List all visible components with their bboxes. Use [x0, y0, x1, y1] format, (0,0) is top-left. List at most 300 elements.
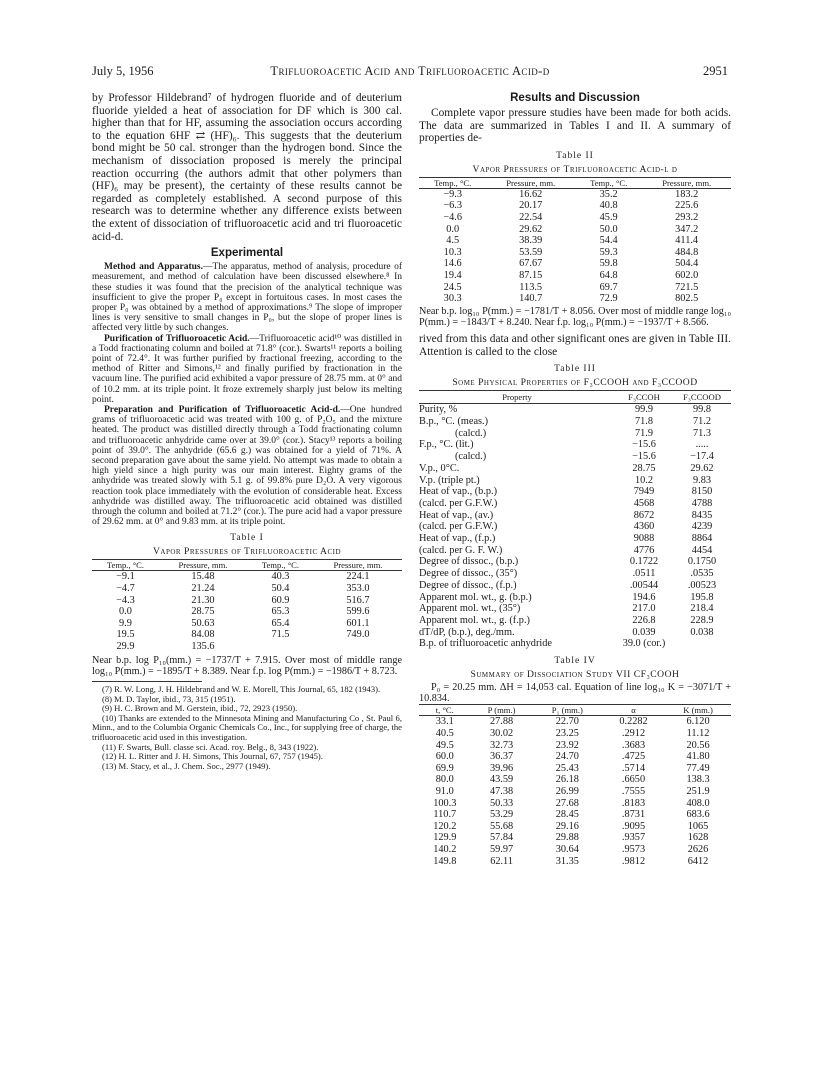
property-value: −15.6 — [632, 451, 656, 463]
table4-row-cell: 39.96 — [490, 762, 514, 774]
table2-row-cell: 347.2 — [675, 223, 699, 235]
table3-row — [419, 638, 731, 650]
table2-row-cell: 484.8 — [675, 246, 699, 258]
table1-row-cell: 60.9 — [271, 594, 290, 606]
table1-header-row — [92, 560, 402, 571]
table4-row-cell: 62.11 — [490, 855, 513, 867]
table2-row-cell: −6.3 — [443, 200, 463, 212]
table4-parameters: P₀ = 20.25 mm. ΔH = 14,053 cal. Equation of line log₁₀ K = −3071/T + 10.834. — [419, 682, 731, 705]
table4-label: Table IV — [554, 656, 596, 667]
property-value: 8864 — [691, 533, 713, 545]
table1-row-cell: 50.4 — [271, 583, 290, 594]
table4-row-cell: 22.70 — [555, 716, 579, 728]
table3-row — [419, 463, 731, 475]
table1-row-cell: 65.4 — [271, 617, 290, 629]
right-column — [419, 92, 731, 867]
table4-row — [419, 751, 731, 763]
table2-row — [419, 258, 731, 270]
table1-row-cell — [314, 641, 402, 653]
property-value: 71.3 — [692, 427, 712, 439]
property-value: 217.0 — [632, 603, 656, 615]
table2-col-header: Temp., °C. — [575, 177, 642, 188]
table3-row — [419, 404, 731, 416]
table2-row-cell: 721.5 — [675, 281, 699, 293]
footnote-rule — [92, 681, 202, 682]
table2-row-cell: 140.7 — [519, 293, 543, 305]
property-value: 99.9 — [634, 404, 654, 416]
table1-label: Table I — [230, 533, 264, 544]
table4-row-cell: 0.2282 — [619, 716, 648, 728]
table3-row — [419, 533, 731, 545]
property-value: 71.2 — [692, 416, 712, 428]
table4-row-cell: 149.8 — [433, 855, 457, 867]
table4-row-cell: 77.49 — [686, 762, 710, 774]
table4-row — [419, 728, 731, 740]
table4-row — [419, 740, 731, 752]
table1-row-cell: −9.1 — [116, 571, 135, 583]
table2-row-cell: 59.8 — [599, 258, 618, 270]
property-name: V.p., 0°C. — [419, 462, 460, 474]
table4-row-cell: 60.0 — [435, 751, 454, 763]
property-name: Degree of dissoc., (35°) — [419, 568, 518, 580]
table4-row-cell: 23.25 — [555, 728, 579, 740]
table4-row-cell: 40.5 — [435, 728, 454, 740]
table4-row-cell: 26.18 — [555, 774, 579, 786]
discussion-paragraph: rived from this data and other significant ones are given in Table III. Attention is called to the close — [419, 333, 731, 358]
table2-title: Vapor Pressures of Trifluoroacetic Acid-l d — [472, 163, 678, 175]
property-value: 71.8 — [634, 416, 654, 428]
property-value: 28.75 — [632, 462, 656, 474]
table4-row-cell: 41.80 — [686, 751, 710, 763]
intro-paragraph: by Professor Hildebrand⁷ of hydrogen fluoride and of deuterium fluoride yielded a heat of association for DF which is 300 cal. higher than that for HF, assuming the association occurs according to the equation 6HF ⇄ (HF)₆. This suggests that the deuterium bond might be 50 cal. stronger than the hydrogen bond. Since the mechanism of dissociation proposed is merely the principal reaction occurring (the authors admit that other polymers than (HF)₆ may be present), the certainty of these results cannot be regarded as completely established. A second purpose of this research was to determine whether any difference exists between the extent of dissociation of trifluoroacetic acid and tri fluoroacetic acid-d. — [92, 92, 402, 243]
property-name: (calcd. per G. F. W.) — [419, 544, 503, 556]
preparation-runhead: Preparation and Purification of Trifluoroacetic Acid-d. — [104, 404, 341, 415]
property-value: 0.039 — [632, 626, 656, 638]
table2-row-cell: 113.5 — [519, 281, 543, 293]
header-title: Trifluoroacetic Acid and Trifluoroacetic Acid-d — [270, 64, 550, 78]
property-value — [673, 638, 731, 650]
table1-row-cell: 29.9 — [116, 640, 135, 652]
table3-label: Table III — [554, 364, 596, 375]
table3-row — [419, 568, 731, 580]
table4-row-cell: 138.3 — [686, 774, 710, 786]
table4-row-cell: .8731 — [621, 809, 646, 821]
table3-row — [419, 556, 731, 568]
footnotes — [92, 685, 402, 771]
table2-row-cell: 64.8 — [599, 269, 618, 281]
property-value: .0511 — [632, 568, 656, 580]
table4-row — [419, 763, 731, 775]
property-name: (calcd. per G.F.W.) — [419, 497, 498, 509]
table4-row-cell: 36.37 — [490, 751, 514, 763]
table4-row-cell: 408.0 — [686, 797, 710, 809]
property-value: ..... — [695, 439, 709, 451]
property-name: Heat of vap., (av.) — [419, 509, 494, 521]
property-value: 194.6 — [632, 591, 656, 603]
experimental-heading: Experimental — [210, 247, 284, 260]
property-value: 4239 — [691, 521, 713, 533]
property-value: 0.1722 — [629, 556, 659, 568]
property-name: Degree of dissoc., (b.p.) — [419, 556, 519, 568]
table3-col-header: F₃CCOOD — [673, 391, 731, 404]
table4-row-cell: 55.68 — [490, 820, 514, 832]
table2-row — [419, 200, 731, 212]
property-value: 29.62 — [690, 462, 714, 474]
table1-row — [92, 618, 402, 630]
table3-row — [419, 451, 731, 463]
table2-row-cell: 38.39 — [519, 235, 543, 247]
page-number: 2951 — [703, 64, 728, 78]
table4-row-cell: .9357 — [621, 832, 646, 844]
table2-row-cell: 504.4 — [675, 258, 699, 270]
table1-col-header: Temp., °C. — [92, 560, 159, 571]
preparation-text: —One hundred grams of trifluoroacetic acid was treated with 100 g. of P₂O₅ and the mixture heated. The product was distilled directly through a Todd fractionating column and trifluoroacetic anhydride came over at 39.0° (cor.). Stacy¹³ reports a boiling point of 39.0°. The anhydride (65.6 g.) was obtained for a yield of 71%. A second preparation gave about the same yield. No attempt was made to obtain a high yield since a high purity was our main interest. Eighty grams of the anhydride was treated slowly with 5.1 g. of 99.8% pure D₂O. A very vigorous reaction took place immediately with the evolution of considerable heat. Excess anhydride was distilled away. The trifluoroacetic acid obtained was distilled through the column and boiled at 71.2° (cor.). The pure acid had a vapor pressure of 29.62 mm. at 0° and 9.83 mm. at its triple point. — [92, 404, 402, 528]
property-value: 9088 — [633, 533, 655, 545]
table4-row-cell: 31.35 — [555, 855, 579, 867]
table2-row-cell: 14.6 — [443, 258, 462, 270]
table4-row-cell: 30.02 — [490, 728, 514, 740]
property-name: (calcd.) — [455, 451, 487, 463]
table1-row-cell: 353.0 — [346, 583, 370, 594]
table2-label: Table II — [556, 150, 594, 161]
table1-row-cell — [247, 641, 314, 653]
footnote: (11) F. Swarts, Bull. classe sci. Acad. roy. Belg., 8, 343 (1922). — [102, 741, 319, 752]
table2-row — [419, 235, 731, 247]
table4-row-cell: 683.6 — [686, 809, 710, 821]
table4-row-cell: .9095 — [621, 820, 646, 832]
property-value: 8435 — [691, 509, 713, 521]
table1-row — [92, 595, 402, 607]
table1-row — [92, 583, 402, 595]
property-name: Degree of dissoc., (f.p.) — [419, 579, 517, 591]
table4-row-cell: 24.70 — [555, 751, 579, 763]
results-paragraph: Complete vapor pressure studies have been made for both acids. The data are summarized in Tables I and II. A summary of properties de- — [419, 107, 731, 145]
property-name: (calcd. per G.F.W.) — [419, 521, 498, 533]
table2-row-cell: 183.2 — [675, 188, 699, 200]
table2-col-header: Temp., °C. — [419, 177, 486, 188]
property-value: 4454 — [691, 544, 713, 556]
table1-row-cell: 21.24 — [191, 583, 215, 594]
property-value: 228.9 — [690, 614, 714, 626]
property-value: 0.1750 — [687, 556, 717, 568]
property-name: (calcd.) — [455, 427, 487, 439]
table2-row-cell: 411.4 — [675, 235, 699, 247]
table1 — [92, 559, 402, 652]
table2-header-row — [419, 177, 731, 188]
table4-row-cell: .9573 — [621, 844, 646, 856]
property-name: B.p. of trifluoroacetic anhydride — [419, 638, 552, 650]
table1-row-cell: 21.30 — [191, 594, 215, 606]
table4-row-cell: 50.33 — [490, 797, 514, 809]
table2-row-cell: 69.7 — [599, 281, 618, 293]
table3-row — [419, 475, 731, 487]
table2-row-cell: 72.9 — [599, 293, 618, 305]
table1-row-cell: 601.1 — [346, 617, 370, 629]
table2-row-cell: 602.0 — [675, 269, 699, 281]
footnote: (10) Thanks are extended to the Minnesota Mining and Manufacturing Co , St. Paul 6, Minn., and to the Columbia Organic Chemicals Co., Inc., for supplying free of charge, the trifluoroacetic acid used in this investigation. — [92, 712, 402, 742]
table1-row-cell: 0.0 — [119, 606, 132, 618]
table2-row-cell: 225.6 — [675, 200, 699, 212]
table1-row-cell: 28.75 — [191, 606, 215, 618]
property-name: V.p. (triple pt.) — [419, 474, 480, 486]
table4-row — [419, 844, 731, 856]
table2-equations: Near b.p. log₁₀ P(mm.) = −1781/T + 8.056. Over most of middle range log₁₀ P(mm.) = −1843/T + 8.240. Near f.p. log₁₀ P(mm.) = −1937/T + 8.566. — [419, 305, 731, 328]
table4-col-header: t, °C. — [419, 705, 471, 716]
table4-row-cell: .4725 — [621, 751, 646, 763]
table1-row-cell: 19.5 — [116, 629, 135, 641]
property-value: 4776 — [633, 544, 655, 556]
table3-row — [419, 486, 731, 498]
table3-col-header: F₃CCOH — [615, 391, 673, 404]
table4-row-cell: 53.29 — [490, 809, 514, 821]
table4-row-cell: 91.0 — [435, 786, 454, 798]
property-value: −15.6 — [632, 439, 656, 451]
table2-row-cell: 45.9 — [599, 211, 618, 223]
purification-paragraph — [92, 334, 402, 405]
table4-row-cell: 1628 — [687, 832, 709, 844]
table1-row — [92, 571, 402, 583]
table2-row-cell: 40.8 — [599, 200, 618, 212]
table4-title: Summary of Dissociation Study VII CF₃COOH — [470, 669, 680, 681]
table4-row — [419, 809, 731, 821]
footnote: (12) H. L. Ritter and J. H. Simons, This Journal, 67, 757 (1945). — [102, 751, 323, 762]
table4-row — [419, 821, 731, 833]
table4-row-cell: 29.88 — [555, 832, 579, 844]
table3-row — [419, 428, 731, 440]
table4-row-cell: 57.84 — [490, 832, 514, 844]
table4-row-cell: 33.1 — [435, 716, 454, 728]
table4-row-cell: 27.68 — [555, 797, 579, 809]
table2-row-cell: −9.3 — [443, 188, 463, 200]
table4-row-cell: 251.9 — [686, 786, 710, 798]
footnote: (7) R. W. Long, J. H. Hildebrand and W. E. Morell, This Journal, 65, 182 (1943). — [102, 683, 381, 694]
preparation-paragraph — [92, 405, 402, 527]
table2-row-cell: 19.4 — [443, 269, 462, 281]
running-header — [92, 64, 728, 80]
table2-row-cell: −4.6 — [443, 211, 463, 223]
table3-row — [419, 580, 731, 592]
property-value: 8672 — [633, 509, 655, 521]
table1-row-cell: 224.1 — [346, 571, 370, 583]
property-value: 99.8 — [692, 404, 712, 416]
table2-row — [419, 188, 731, 200]
property-value: −17.4 — [690, 451, 714, 463]
table4-row-cell: 6.120 — [686, 716, 710, 728]
table4-row — [419, 774, 731, 786]
table3-row — [419, 521, 731, 533]
table2-row-cell: 29.62 — [519, 223, 543, 235]
table2-row-cell: 22.54 — [519, 211, 543, 223]
table4-row-cell: 120.2 — [433, 820, 457, 832]
table1-title: Vapor Pressures of Trifluoroacetic Acid — [152, 546, 342, 558]
property-name: Apparent mol. wt., g. (f.p.) — [419, 614, 530, 626]
table4-col-header: K (mm.) — [665, 705, 731, 716]
table4-row-cell: .5714 — [621, 762, 646, 774]
table4-row-cell: 20.56 — [686, 739, 710, 751]
table3-row — [419, 498, 731, 510]
table4-row-cell: 6412 — [687, 855, 709, 867]
table4-row-cell: 25.43 — [555, 762, 579, 774]
table4-row — [419, 786, 731, 798]
table2-row-cell: 54.4 — [599, 235, 618, 247]
property-value: 39.0 (cor.) — [622, 638, 666, 650]
table1-col-header: Pressure, mm. — [314, 560, 402, 571]
table2-row — [419, 270, 731, 282]
table4-row-cell: 30.64 — [555, 844, 579, 856]
table2-row-cell: 802.5 — [675, 293, 699, 305]
table4-row-cell: 2626 — [687, 844, 709, 856]
header-date: July 5, 1956 — [92, 64, 154, 78]
table4-row-cell: 59.97 — [490, 844, 514, 856]
table4 — [419, 704, 731, 867]
table4-row-cell: .9812 — [621, 855, 646, 867]
property-value: 10.2 — [634, 474, 654, 486]
table3-row — [419, 416, 731, 428]
table2-row-cell: 10.3 — [443, 246, 462, 258]
table2-col-header: Pressure, mm. — [486, 177, 575, 188]
table1-row-cell: −4.3 — [116, 594, 135, 606]
table3-row — [419, 510, 731, 522]
property-value: 7949 — [633, 486, 655, 498]
table3-col-header: Property — [419, 391, 615, 404]
table4-row-cell: .3683 — [621, 739, 646, 751]
table1-row-cell: −4.7 — [116, 583, 135, 594]
table4-col-header: P (mm.) — [471, 705, 533, 716]
table2-row-cell: 0.0 — [446, 223, 460, 235]
property-name: Purity, % — [419, 404, 458, 416]
table4-row — [419, 856, 731, 868]
table4-row-cell: .2912 — [621, 728, 646, 740]
table4-row-cell: 32.73 — [490, 739, 514, 751]
table2-row — [419, 282, 731, 294]
table4-row-cell: 80.0 — [435, 774, 454, 786]
table3-row — [419, 615, 731, 627]
table1-row — [92, 606, 402, 618]
property-value: 195.8 — [690, 591, 714, 603]
footnote: (8) M. D. Taylor, ibid., 73, 315 (1951). — [102, 693, 236, 704]
table4-row — [419, 832, 731, 844]
table4-row-cell: .7555 — [621, 786, 646, 798]
table4-row-cell: 29.16 — [555, 820, 579, 832]
table3-row — [419, 592, 731, 604]
property-name: Heat of vap., (f.p.) — [419, 533, 496, 545]
table1-row-cell: 599.6 — [346, 606, 370, 618]
table1-col-header: Temp., °C. — [247, 560, 314, 571]
table1-row-cell: 71.5 — [271, 629, 290, 641]
property-value: 9.83 — [692, 474, 712, 486]
table1-row — [92, 629, 402, 641]
table4-row-cell: 47.38 — [490, 786, 514, 798]
table2-row-cell: 24.5 — [443, 281, 462, 293]
table2-row-cell: 59.3 — [599, 246, 618, 258]
table4-row-cell: 23.92 — [555, 739, 579, 751]
table4-row-cell: 129.9 — [433, 832, 457, 844]
table2-row-cell: 87.15 — [519, 269, 543, 281]
footnote: (13) M. Stacy, et al., J. Chem. Soc., 2977 (1949). — [102, 760, 271, 771]
property-name: Apparent mol. wt., (35°) — [419, 603, 521, 615]
table3-title: Some Physical Properties of F₃CCOOH and F₃CCOOD — [452, 377, 698, 389]
table1-row-cell: 749.0 — [346, 629, 370, 641]
table3-row — [419, 627, 731, 639]
property-name: dT/dP, (b.p.), deg./mm. — [419, 626, 515, 638]
table4-row — [419, 798, 731, 810]
table1-row-cell: 9.9 — [119, 617, 132, 629]
table2-row-cell: 67.67 — [519, 258, 543, 270]
table4-row-cell: .6650 — [621, 774, 646, 786]
table2-row-cell: 293.2 — [675, 211, 699, 223]
property-value: 4788 — [691, 497, 713, 509]
property-value: 4360 — [633, 521, 655, 533]
table3-row — [419, 545, 731, 557]
table1-equations: Near b.p. log P₁₀(mm.) = −1737/T + 7.915. Over most of middle range log₁₀ P(mm.) = −1895/T + 8.389. Near f.p. log P(mm.) = −1986/T + 8.723. — [92, 654, 402, 677]
property-value: 218.4 — [690, 603, 714, 615]
table2-row — [419, 224, 731, 236]
table3-row — [419, 603, 731, 615]
table4-row-cell: 49.5 — [435, 739, 454, 751]
table2-row — [419, 293, 731, 305]
table4-row-cell: 28.45 — [555, 809, 579, 821]
table1-row-cell: 15.48 — [191, 571, 215, 583]
property-value: .0535 — [690, 568, 714, 580]
table1-row-cell: 50.63 — [191, 617, 215, 629]
table1-row — [92, 641, 402, 653]
table1-row-cell: 516.7 — [346, 594, 370, 606]
table4-col-header: P₁ (mm.) — [533, 705, 602, 716]
property-value: 8150 — [691, 486, 713, 498]
method-runhead: Method and Apparatus. — [104, 262, 204, 273]
purification-text: —Trifluoroacetic acid¹⁰ was distilled in a Todd fractionating column and boiled at 71.8° (cor.). Swarts¹¹ reports a boiling point of 72.4°. It was further purified by fractional freezing, according to the method of Ritter and Simons,¹² and finally purified by fractionation in the vacuum line. The purified acid exhibited a vapor pressure of 28.75 mm. at 0° and of 10.2 mm. at its triple point. It froze extremely sharply just below its melting point. — [92, 333, 402, 405]
property-name: B.p., °C. (meas.) — [419, 416, 489, 428]
table1-row-cell: 84.08 — [191, 629, 215, 641]
table4-row-cell: 43.59 — [490, 774, 514, 786]
table2-row — [419, 247, 731, 259]
property-value: 4568 — [633, 497, 655, 509]
left-column — [92, 92, 402, 771]
table2-row-cell: 35.2 — [599, 188, 618, 200]
property-name: Apparent mol. wt., g. (b.p.) — [419, 591, 532, 603]
table1-row-cell: 135.6 — [191, 640, 215, 652]
table4-row-cell: 100.3 — [433, 797, 457, 809]
table3-header-row — [419, 391, 731, 404]
table2-row-cell: 30.3 — [443, 293, 462, 305]
table4-row-cell: 26.99 — [555, 786, 579, 798]
property-value: 226.8 — [632, 614, 656, 626]
method-paragraph — [92, 262, 402, 333]
property-name: Heat of vap., (b.p.) — [419, 486, 498, 498]
table4-row-cell: .8183 — [621, 797, 646, 809]
property-value: 71.9 — [634, 427, 654, 439]
property-value: 0.038 — [690, 626, 714, 638]
table2-row-cell: 50.0 — [599, 223, 618, 235]
results-heading: Results and Discussion — [510, 92, 640, 104]
method-text: —The apparatus, method of analysis, procedure of measurement, and method of calculation have been discussed elsewhere.⁸ In these studies it was found that the precision of the analytical technique was insufficient to give the proper P₀ except in fortuitous cases. In most cases the proper P₀ was obtained by a method of approximations.⁹ The slope of improper lines is very sensitive to small changes in P₀, but the slope of proper lines is affected very little by such changes. — [92, 262, 403, 334]
table1-row-cell: 65.3 — [271, 606, 290, 618]
property-name: F.p., °C. (lit.) — [419, 439, 474, 451]
table4-row-cell: 110.7 — [433, 809, 457, 821]
purification-runhead: Purification of Trifluoroacetic Acid. — [104, 333, 250, 344]
table2-row-cell: 4.5 — [446, 235, 460, 247]
table2-col-header: Pressure, mm. — [642, 177, 731, 188]
table2-row — [419, 212, 731, 224]
table3 — [419, 390, 731, 650]
table4-row-cell: 11.12 — [686, 728, 710, 740]
table4-header-row — [419, 705, 731, 716]
table2-row-cell: 53.59 — [519, 246, 543, 258]
table4-row-cell: 1065 — [687, 820, 709, 832]
table2-row-cell: 20.17 — [519, 200, 543, 212]
table4-row-cell: 69.9 — [435, 762, 454, 774]
table4-row-cell: 140.2 — [433, 844, 457, 856]
